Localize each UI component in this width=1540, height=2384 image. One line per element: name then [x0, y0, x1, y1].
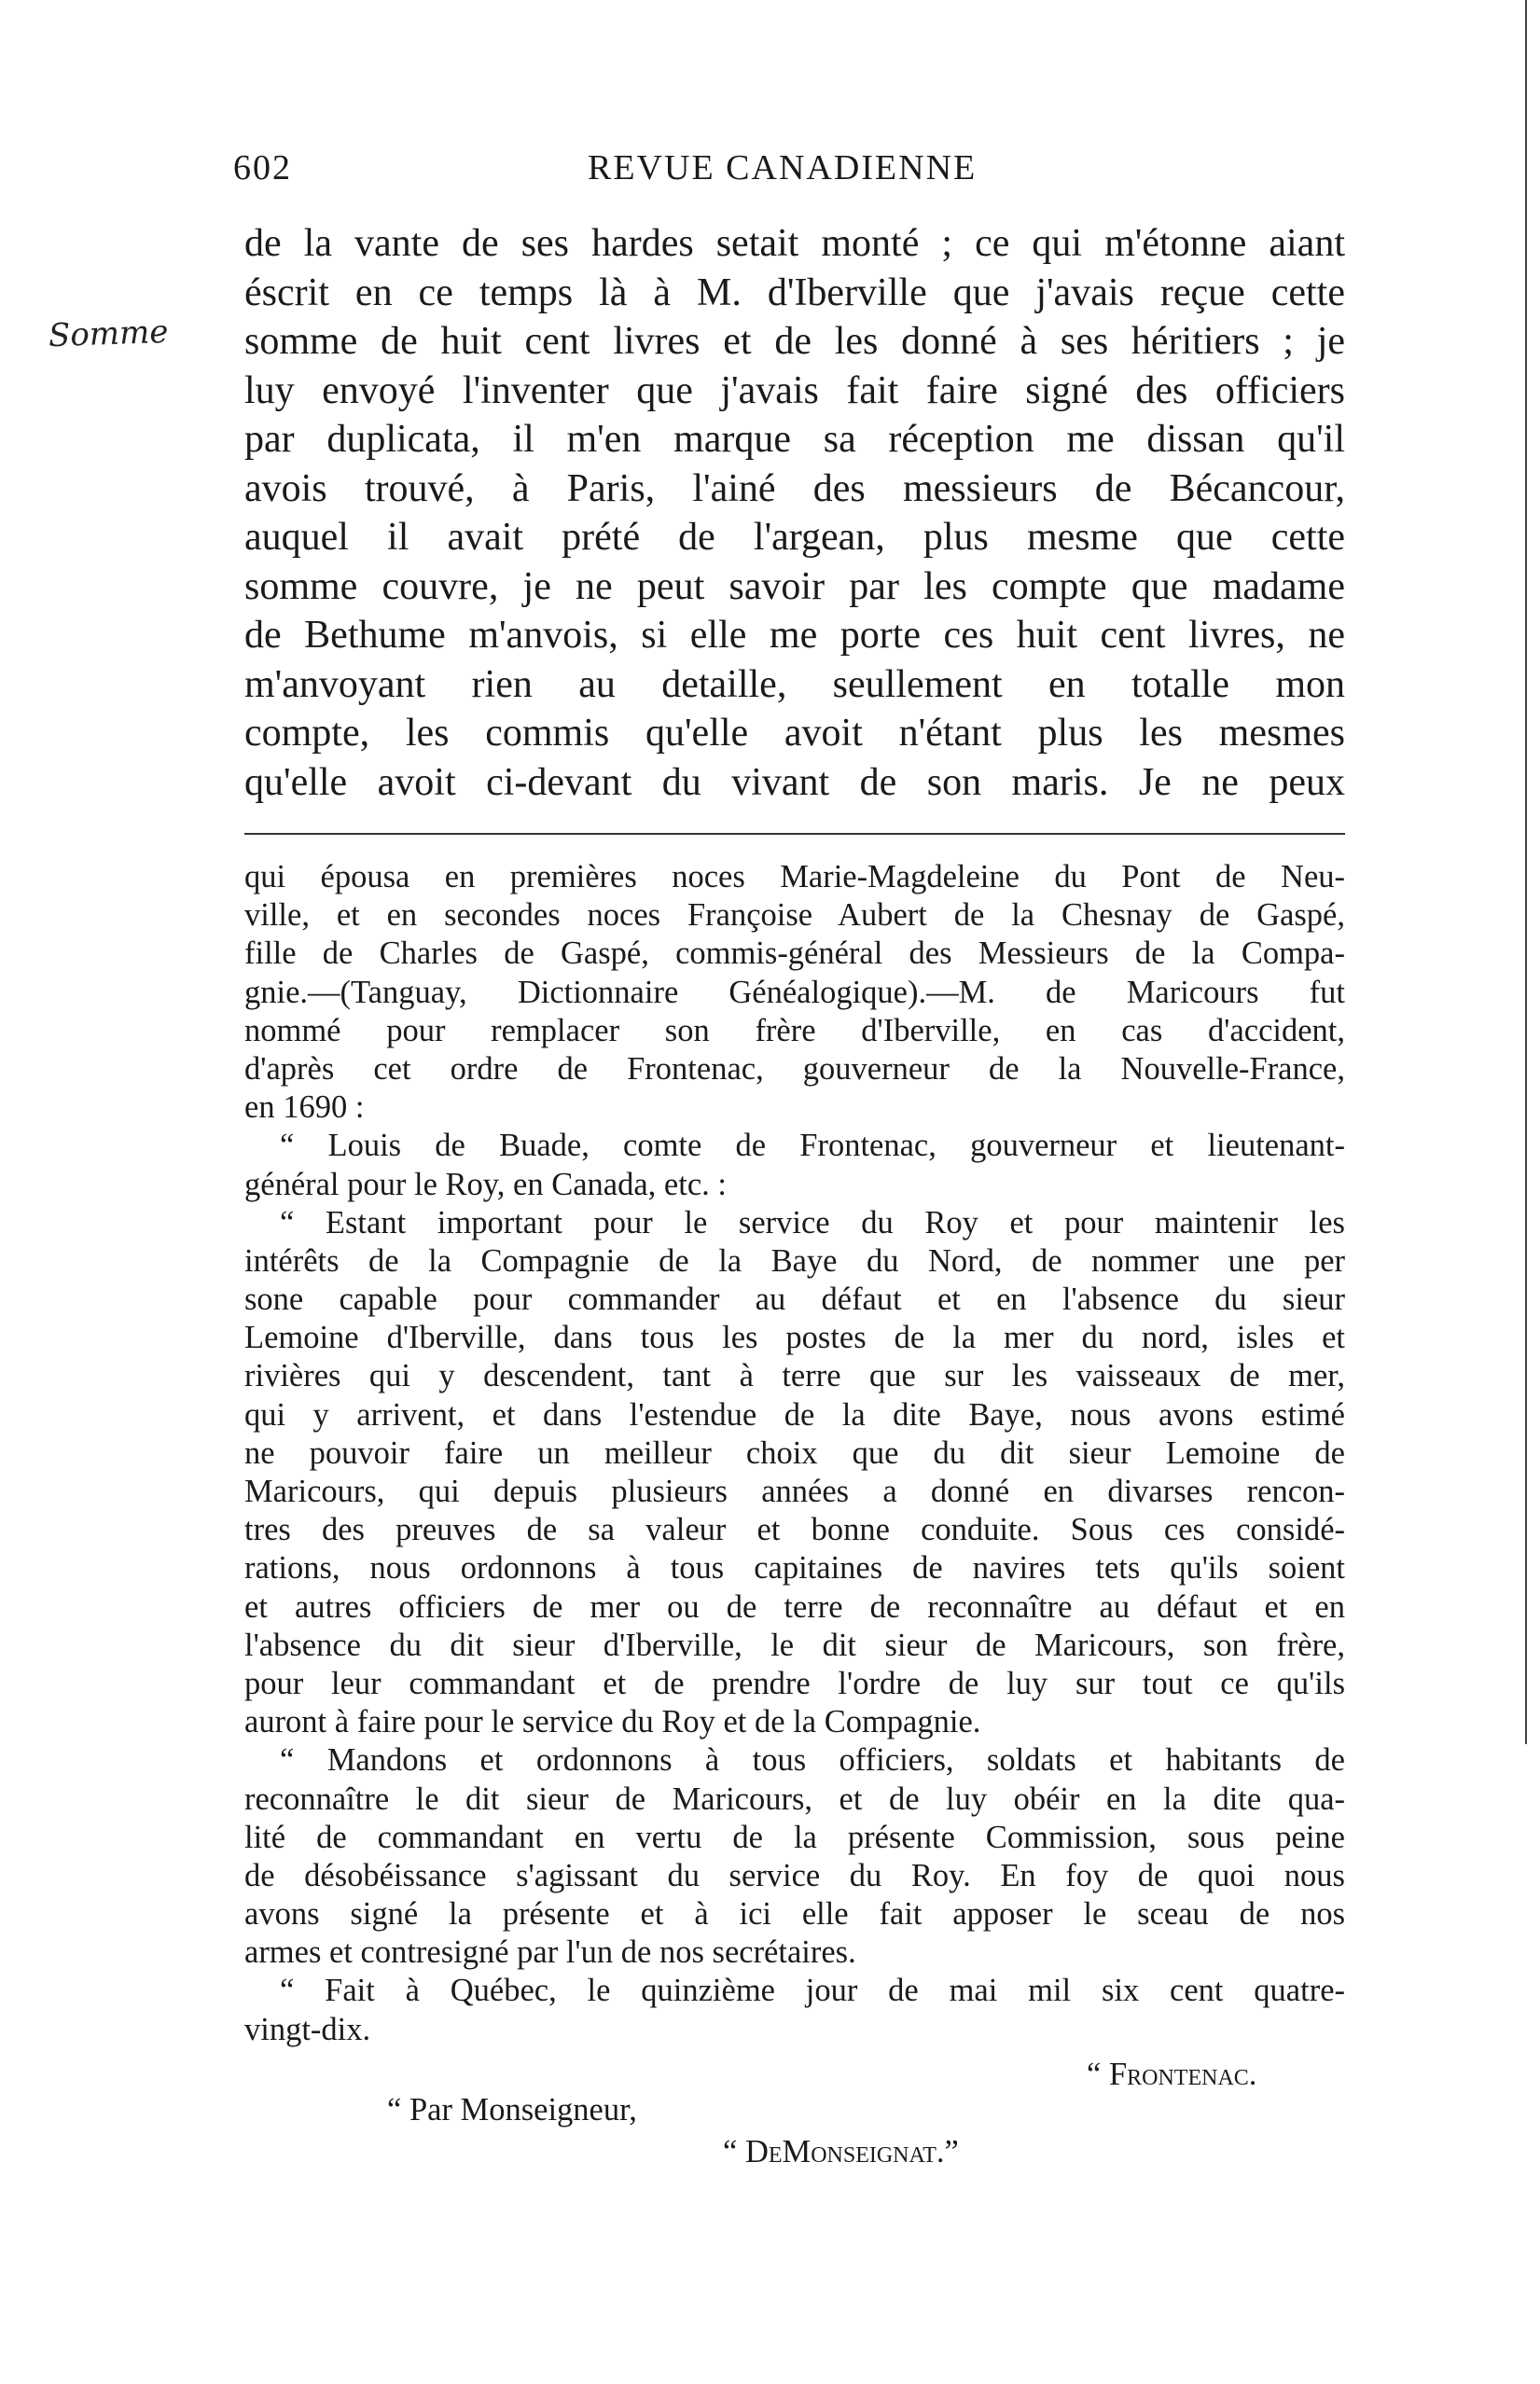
footnote-line: rivières qui y descendent, tant à terre que sur les vaisseaux de mer, [244, 1358, 1345, 1394]
signature-demonseignat: “ DeMonseignat.” [723, 2134, 959, 2169]
footnote-line: Maricours, qui depuis plusieurs années a donné en divarses rencon- [244, 1474, 1345, 1509]
body-line: qu'elle avoit ci-devant du vivant de son maris. Je ne peux [244, 760, 1345, 804]
footnote-line: qui y arrivent, et dans l'estendue de la dite Baye, nous avons estimé [244, 1396, 1345, 1433]
footnote-line: de désobéissance s'agissant du service du Roy. En foy de quoi nous [244, 1857, 1345, 1893]
footnote-line: rations, nous ordonnons à tous capitaines de navires tets qu'ils soient [244, 1550, 1345, 1587]
footnote-line: tres des preuves de sa valeur et bonne conduite. Sous ces considé- [244, 1512, 1345, 1548]
footnote-line: armes et contresigné par l'un de nos secrétaires. [244, 1934, 856, 1971]
footnote-line: vingt-dix. [244, 2011, 371, 2047]
main-text [244, 219, 1345, 807]
body-line: somme couvre, je ne peut savoir par les compte que madame [244, 564, 1345, 608]
footnote-line: “ Louis de Buade, comte de Frontenac, gouverneur et lieutenant- [280, 1128, 1345, 1164]
body-line: éscrit en ce temps là à M. d'Iberville que j'avais reçue cette [244, 270, 1345, 314]
page-header [233, 147, 1353, 194]
body-line: par duplicata, il m'en marque sa réception me dissan qu'il [244, 418, 1345, 461]
page-number: 602 [233, 148, 292, 187]
footnote-line: sone capable pour commander au défaut et en l'absence du sieur [244, 1282, 1345, 1318]
handwritten-margin-note: Somme [48, 312, 170, 355]
signature-par-monseigneur: “ Par Monseigneur, [387, 2092, 637, 2128]
footnote-line: général pour le Roy, en Canada, etc. : [244, 1166, 727, 1202]
body-line: luy envoyé l'inventer que j'avais fait faire signé des officiers [244, 368, 1345, 412]
footnote-line: lité de commandant en vertu de la présente Commission, sous peine [244, 1819, 1345, 1855]
footnote-line: d'après cet ordre de Frontenac, gouverneur de la Nouvelle-France, [244, 1050, 1345, 1087]
body-line: avois trouvé, à Paris, l'ainé des messieurs de Bécancour, [244, 466, 1345, 510]
body-line: de la vante de ses hardes setait monté ; ce qui m'étonne aiant [244, 222, 1345, 265]
footnote-line: “ Fait à Québec, le quinzième jour de mai mil six cent quatre- [280, 1973, 1345, 2009]
footnote-line: en 1690 : [244, 1089, 365, 1126]
footnote-line: “ Mandons et ordonnons à tous officiers, soldats et habitants de [280, 1742, 1345, 1779]
footnote-line: pour leur commandant et de prendre l'ordre de luy sur tout ce qu'ils [244, 1665, 1345, 1701]
footnote-line: intérêts de la Compagnie de la Baye du Nord, de nommer une per [244, 1242, 1345, 1279]
footnote-divider [244, 833, 1345, 835]
signature-frontenac: “ Frontenac. [1087, 2057, 1257, 2092]
body-line: m'anvoyant rien au detaille, seullement en totalle mon [244, 662, 1345, 706]
footnote-line: avons signé la présente et à ici elle fait apposer le sceau de nos [244, 1896, 1345, 1933]
footnote-line: ne pouvoir faire un meilleur choix que du dit sieur Lemoine de [244, 1435, 1345, 1471]
footnote-line: l'absence du dit sieur d'Iberville, le dit sieur de Maricours, son frère, [244, 1627, 1345, 1663]
running-title: REVUE CANADIENNE [588, 148, 978, 187]
footnote-line: qui épousa en premières noces Marie-Magdeleine du Pont de Neu- [244, 859, 1345, 894]
footnote-line: gnie.—(Tanguay, Dictionnaire Généalogique).—M. de Maricours fut [244, 974, 1345, 1010]
footnote-line: reconnaître le dit sieur de Maricours, et de luy obéir en la dite qua- [244, 1781, 1345, 1817]
body-line: de Bethume m'anvois, si elle me porte ces huit cent livres, ne [244, 614, 1345, 657]
footnote-line: et autres officiers de mer ou de terre de reconnaître au défaut et en [244, 1588, 1345, 1625]
footnote-line: ville, et en secondes noces Françoise Aubert de la Chesnay de Gaspé, [244, 897, 1345, 934]
scan-edge-line [1525, 0, 1527, 1744]
footnote-line: auront à faire pour le service du Roy et de la Compagnie. [244, 1704, 981, 1740]
footnote-block [244, 858, 1345, 2049]
body-line: somme de huit cent livres et de les donné à ses héritiers ; je [244, 320, 1345, 363]
footnote-line: Lemoine d'Iberville, dans tous les postes de la mer du nord, isles et [244, 1320, 1345, 1356]
body-line: auquel il avait prété de l'argean, plus mesme que cette [244, 516, 1345, 559]
footnote-line: nommé pour remplacer son frère d'Iberville, en cas d'accident, [244, 1012, 1345, 1048]
footnote-line: fille de Charles de Gaspé, commis-général des Messieurs de la Compa- [244, 936, 1345, 972]
footnote-line: “ Estant important pour le service du Roy et pour maintenir les [280, 1204, 1345, 1241]
body-line: compte, les commis qu'elle avoit n'étant plus les mesmes [244, 712, 1345, 755]
